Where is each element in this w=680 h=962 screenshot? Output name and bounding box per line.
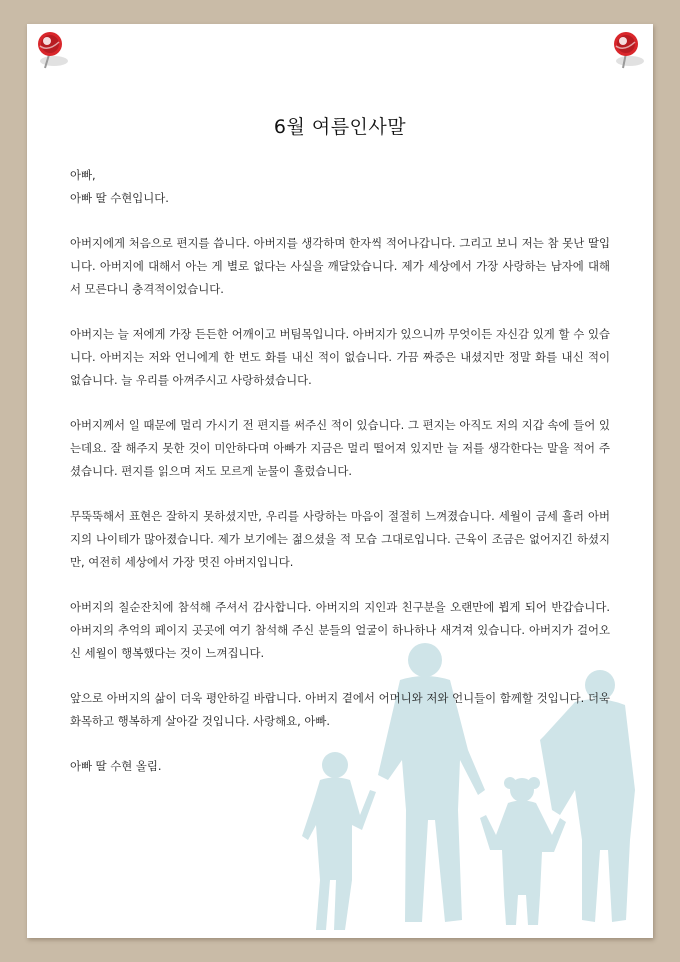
pushpin-icon-right [606,30,650,74]
closing-signature: 아빠 딸 수현 올림. [70,759,162,773]
page-title: 6월 여름인사말 [273,116,407,138]
paragraph: 아버지는 늘 저에게 가장 든든한 어깨이고 버팀목입니다. 아버지가 있으니까 무엇이든 자신감 있게 할 수 있습니다. 아버지는 저와 언니에게 한 번도 화를 내신 적이 없습니다. 가끔 짜증은 내셨지만 정말 화를 내신 적이 없습니다. 늘 우리를 아껴주시고 사랑하셨습니다. [70,327,610,387]
paragraph: 아버지에게 처음으로 편지를 씁니다. 아버지를 생각하며 한자씩 적어나갑니다. 그리고 보니 저는 참 못난 딸입니다. 아버지에 대해서 아는 게 별로 없다는 사실을 깨달았습니다. 제가 세상에서 가장 사랑하는 남자에 대해서 모른다니 충격적이었습니다. [70,236,610,296]
paragraph: 아버지께서 일 때문에 멀리 가시기 전 편지를 써주신 적이 있습니다. 그 편지는 아직도 저의 지갑 속에 들어 있는데요. 잘 해주지 못한 것이 미안하다며 아빠가 지금은 멀리 떨어져 있지만 늘 저를 생각한다는 말을 적어 주셨습니다. 편지를 읽으며 저도 모르게 눈물이 흘렀습니다. [70,418,610,478]
greeting-line-2: 아빠 딸 수현입니다. [70,191,169,205]
greeting-line-1: 아빠, [70,168,96,182]
pushpin-icon-left [30,30,74,74]
paragraph: 무뚝뚝해서 표현은 잘하지 못하셨지만, 우리를 사랑하는 마음이 절절히 느껴졌습니다. 세월이 금세 흘러 아버지의 나이테가 많아졌습니다. 제가 보기에는 젊으셨을 적 모습 그대로입니다. 근육이 조금은 없어지긴 하셨지만, 여전히 세상에서 가장 멋진 아버지입니다. [70,509,610,569]
paragraph: 아버지의 칠순잔치에 참석해 주셔서 감사합니다. 아버지의 지인과 친구분을 오랜만에 뵙게 되어 반갑습니다. 아버지의 추억의 페이지 곳곳에 여기 참석해 주신 분들의 얼굴이 하나하나 새겨져 있습니다. 아버지가 걸어오신 세월이 행복했다는 것이 느껴집니다. [70,600,610,660]
paragraph: 앞으로 아버지의 삶이 더욱 평안하길 바랍니다. 아버지 곁에서 어머니와 저와 언니들이 함께할 것입니다. 더욱 화목하고 행복하게 살아갈 것입니다. 사랑해요, 아빠. [70,691,610,728]
letter-body [70,164,610,800]
